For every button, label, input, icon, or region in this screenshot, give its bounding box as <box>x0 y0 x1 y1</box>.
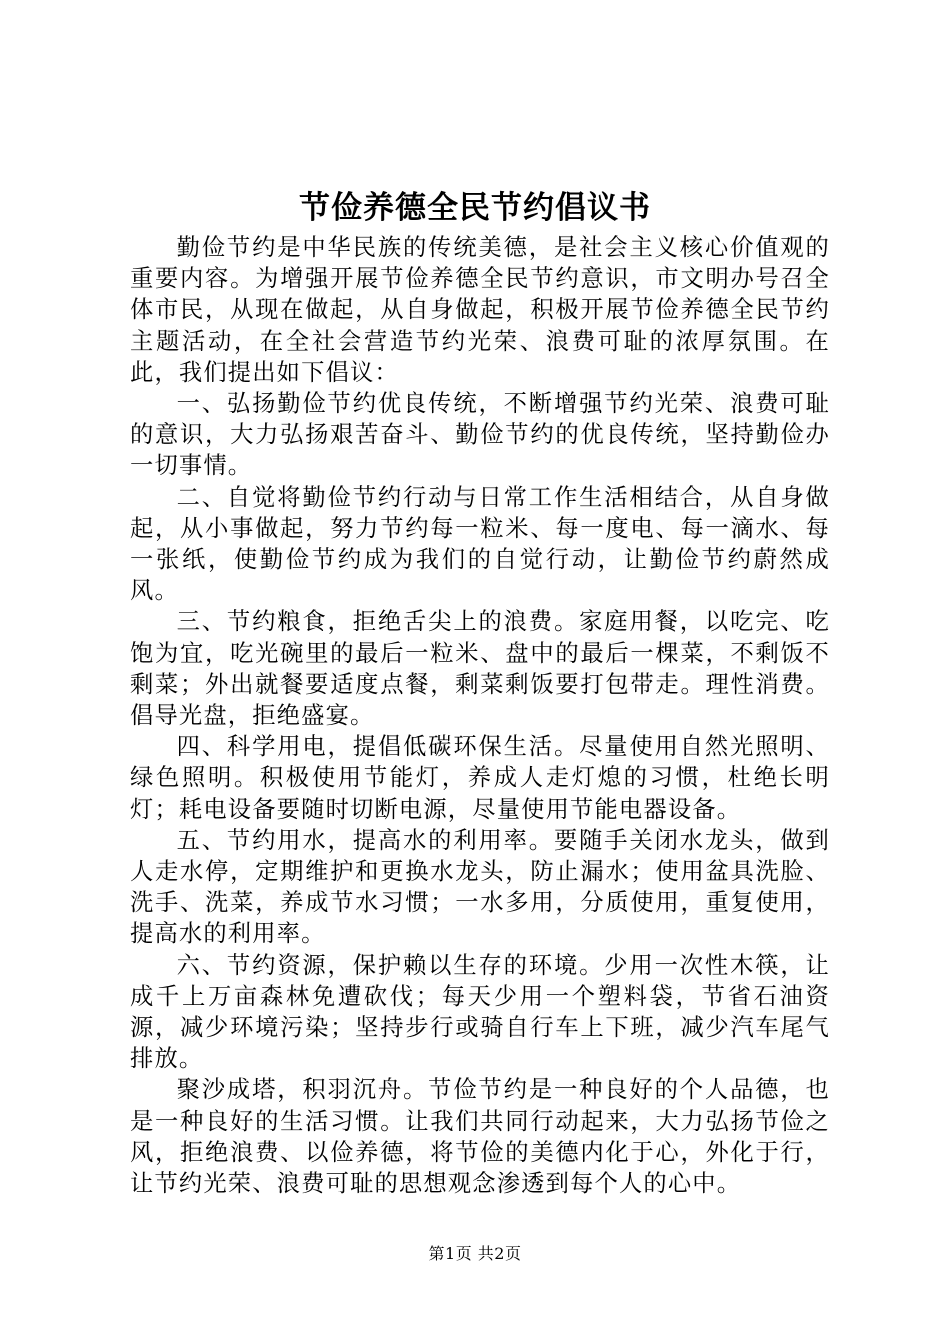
paragraph-item-2: 二、自觉将勤俭节约行动与日常工作生活相结合，从自身做起，从小事做起，努力节约每一粒米、每一度电、每一滴水、每一张纸，使勤俭节约成为我们的自觉行动，让勤俭节约蔚然成风。 <box>130 483 830 605</box>
document-body <box>130 232 830 1199</box>
page-number-footer: 第1页 共2页 <box>428 1244 522 1263</box>
paragraph-intro: 勤俭节约是中华民族的传统美德，是社会主义核心价值观的重要内容。为增强开展节俭养德全民节约意识，市文明办号召全体市民，从现在做起，从自身做起，积极开展节俭养德全民节约主题活动，在全社会营造节约光荣、浪费可耻的浓厚氛围。在此，我们提出如下倡议： <box>130 234 830 386</box>
paragraph-item-1: 一、弘扬勤俭节约优良传统，不断增强节约光荣、浪费可耻的意识，大力弘扬艰苦奋斗、勤俭节约的优良传统，坚持勤俭办一切事情。 <box>130 390 830 480</box>
paragraph-item-5: 五、节约用水，提高水的利用率。要随手关闭水龙头，做到人走水停，定期维护和更换水龙头，防止漏水；使用盆具洗脸、洗手、洗菜，养成节水习惯；一水多用，分质使用，重复使用，提高水的利用率。 <box>130 826 830 948</box>
document-title: 节俭养德全民节约倡议书 <box>299 190 651 226</box>
paragraph-conclusion: 聚沙成塔，积羽沉舟。节俭节约是一种良好的个人品德，也是一种良好的生活习惯。让我们共同行动起来，大力弘扬节俭之风，拒绝浪费、以俭养德，将节俭的美德内化于心，外化于行，让节约光荣、浪费可耻的思想观念渗透到每个人的心中。 <box>130 1076 830 1198</box>
paragraph-item-3: 三、节约粮食，拒绝舌尖上的浪费。家庭用餐，以吃完、吃饱为宜，吃光碗里的最后一粒米、盘中的最后一棵菜，不剩饭不剩菜；外出就餐要适度点餐，剩菜剩饭要打包带走。理性消费。倡导光盘，拒绝盛宴。 <box>130 608 830 730</box>
paragraph-item-6: 六、节约资源，保护赖以生存的环境。少用一次性木筷，让成千上万亩森林免遭砍伐；每天少用一个塑料袋，节省石油资源，减少环境污染；坚持步行或骑自行车上下班，减少汽车尾气排放。 <box>130 951 830 1073</box>
paragraph-item-4: 四、科学用电，提倡低碳环保生活。尽量使用自然光照明、绿色照明。积极使用节能灯，养成人走灯熄的习惯，杜绝长明灯；耗电设备要随时切断电源，尽量使用节能电器设备。 <box>130 733 830 823</box>
